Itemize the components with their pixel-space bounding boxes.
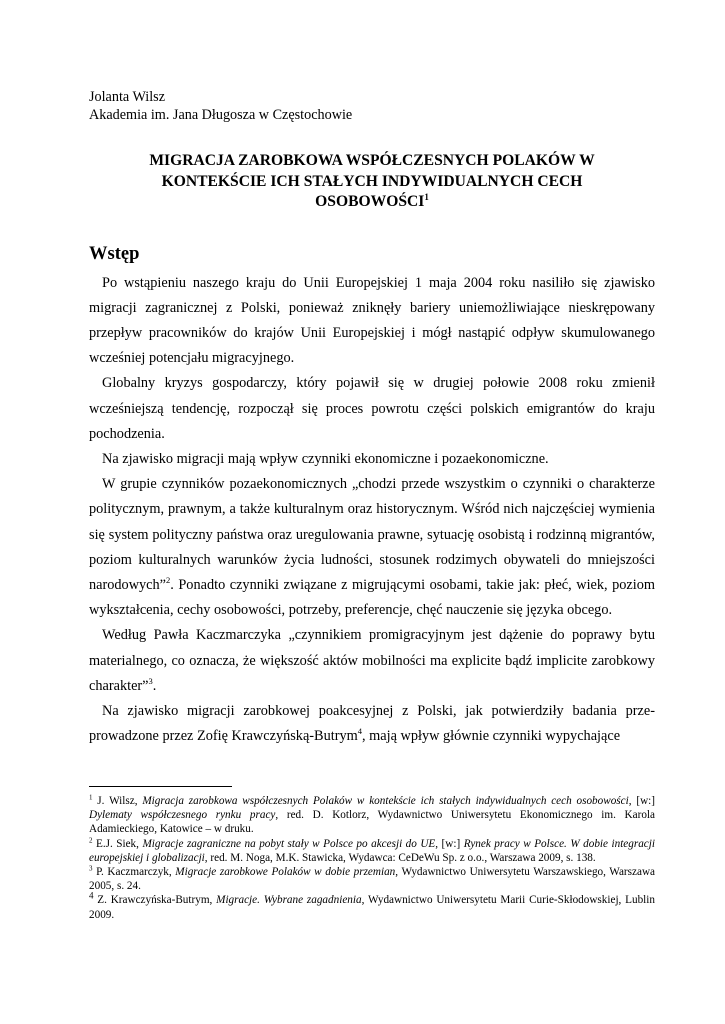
author-name: Jolanta Wilsz: [89, 89, 166, 105]
footnotes: [89, 794, 655, 922]
paragraph-5-text-b: .: [152, 677, 157, 694]
author-affiliation: Akademia im. Jana Długosza w Częstochowie: [89, 107, 353, 123]
footnote-ref-4[interactable]: 4: [357, 726, 362, 737]
footnote-4-text-c: , Wydawnictwo Uniwersytetu Marii Curie-Skłodowskiej, Lublin 2009.: [89, 894, 655, 921]
paragraph-4-text-a: W grupie czynników pozaekonomicznych „chodzi przede wszystkim o czynniki o charakterze politycznym, prawnym, a także kulturalnym oraz historycznym. Wśród nich najczęściej wymienia się system polityczny państwa oraz uregulowania prawne, sytuację osobistą i rodzinną migrantów, poziom kulturalnych warunków życia ludności, stosunek rodzimych obywateli do mniejszości narodowych”: [89, 476, 655, 593]
footnote-3-book-title: Migracje zarobkowe Polaków w dobie przemian: [175, 866, 396, 879]
footnote-ref-2[interactable]: 2: [166, 575, 171, 586]
footnote-3-text: P. Kaczmarczyk,: [92, 866, 176, 879]
title-footnote-mark[interactable]: 1: [424, 191, 429, 202]
footnote-3-text-c: , Wydawnictwo Uniwersytetu Warszawskiego, Warszawa 2005, s. 24.: [89, 866, 655, 893]
footnote-2-book-title: Rynek pracy w Polsce. W dobie integracji europejskiej i globalizacji: [89, 837, 655, 864]
paragraph-6: [89, 699, 655, 749]
paragraph-5: [89, 623, 655, 699]
paragraph-2: Globalny kryzys gospodarczy, który pojawił się w drugiej połowie 2008 roku zmienił wcześniejszą tendencję, rozpoczął się proces powrotu części polskich emigrantów do kraju pochodzenia.: [89, 375, 655, 442]
footnote-2-text-c: , red. M. Noga, M.K. Stawicka, Wydawca: CeDeWu Sp. z o.o., Warszawa 2009, s. 138.: [204, 851, 596, 864]
footnote-4-book-title: Migracje. Wybrane zagadnienia: [216, 894, 362, 907]
footnote-3-mark: 3: [89, 864, 93, 873]
paragraph-3: Na zjawisko migracji mają wpływ czynniki ekonomiczne i pozaekonomiczne.: [102, 450, 549, 467]
footnote-2: [89, 837, 655, 865]
paper-title-text: MIGRACJA ZAROBKOWA WSPÓŁCZESNYCH POLAKÓW W KONTEKŚCIE ICH STAŁYCH INDYWIDUALNYCH CECH OSOBOWOŚCI: [149, 152, 595, 210]
paragraph-6-text-b: , mają wpływ głównie czynniki wypychające: [362, 728, 621, 745]
paragraph-5-text-a: Według Pawła Kaczmarczyka „czynnikiem promigracyjnym jest dążenie do poprawy bytu materialnego, co oznacza, że większość aktów mobilności ma explicite bądź implicite zarobkowy charakter”: [89, 627, 655, 694]
footnote-4-mark: 4: [89, 890, 94, 901]
footnote-2-text-b: , [w:]: [435, 837, 464, 850]
footnote-ref-3[interactable]: 3: [148, 675, 153, 686]
paragraph-1: Po wstąpieniu naszego kraju do Unii Europejskiej 1 maja 2004 roku nasiliło się zjawisko migracji zagranicznej z Polski, ponieważ zniknęły bariery uniemożliwiające nieskrępowany przepływ pracowników do krajów Unii Europejskiej i mógł nastąpić odpływ skumulowanego wcześniej potencjału migracyjnego.: [89, 274, 655, 367]
footnote-2-mark: 2: [89, 835, 93, 844]
paragraph-4: [89, 472, 655, 623]
footnote-1-work-title: Migracja zarobkowa współczesnych Polaków w kontekście ich stałych indywidualnych cech osobowości: [142, 795, 629, 807]
body-text: [89, 271, 655, 750]
footnote-1-mark: 1: [89, 793, 93, 802]
footnote-2-text: E.J. Siek,: [92, 837, 143, 850]
author-block: [89, 88, 655, 124]
paragraph-6-text-a: Na zjawisko migracji zarobkowej poakcesyjnej z Polski, jak potwierdziły badania przeprowadzone przez Zofię Krawczyńską-Butrym: [89, 702, 655, 745]
paper-title: [89, 151, 655, 213]
footnote-4-text: Z. Krawczyńska-Butrym,: [93, 894, 217, 907]
footnote-1-text-b: , [w:]: [628, 795, 655, 807]
footnote-1: [89, 794, 655, 837]
section-heading: Wstęp: [89, 243, 140, 264]
footnote-1-text: J. Wilsz,: [92, 795, 143, 807]
footnote-3: [89, 865, 655, 893]
paragraph-4-text-b: . Ponadto czynniki związane z migrującymi osobami, takie jak: płeć, wiek, poziom wykształcenia, cechy osobowości, potrzeby, preferencje, chęć nauczenie się języka obcego.: [89, 576, 655, 619]
page-content: [89, 88, 655, 749]
footnote-4: [89, 890, 655, 921]
footnote-2-work-title: Migracje zagraniczne na pobyt stały w Polsce po akcesji do UE: [142, 837, 436, 850]
footnote-1-book-title: Dylematy współczesnego rynku pracy: [89, 809, 276, 822]
footnote-1-text-c: , red. D. Kotlorz, Wydawnictwo Uniwersytetu Ekonomicznego im. Karola Adamieckiego, Katowice – w druku.: [89, 809, 655, 836]
footnote-divider: [89, 786, 232, 787]
